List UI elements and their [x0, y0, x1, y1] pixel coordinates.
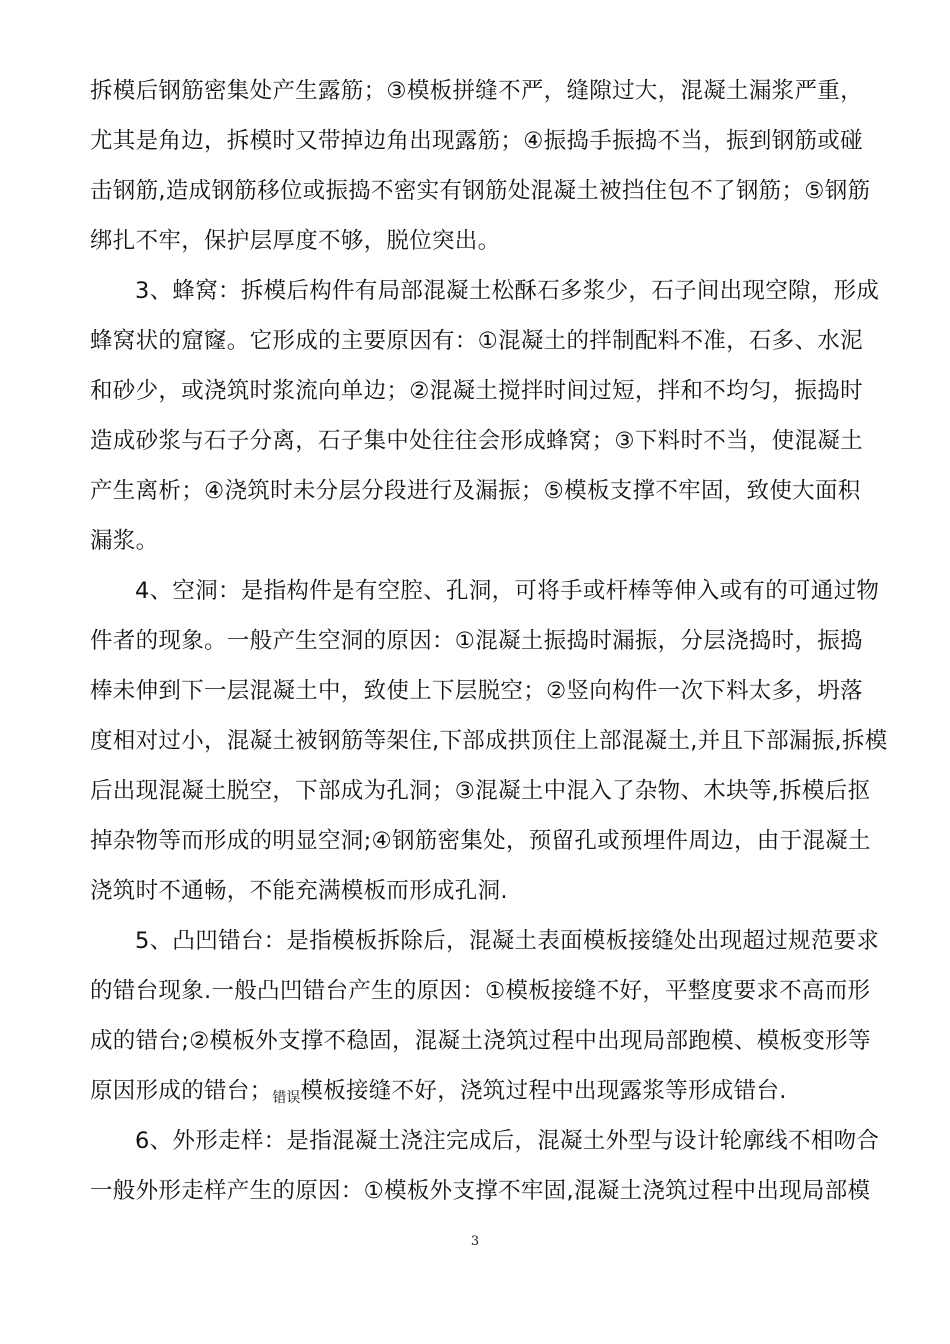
text-line: 拆模后钢筋密集处产生露筋；③模板拼缝不严，缝隙过大，混凝土漏浆严重，: [90, 78, 863, 104]
text-line: 度相对过小，混凝土被钢筋等架住,下部成拱顶住上部混凝土,并且下部漏振,拆模: [90, 728, 888, 754]
text-line: 5、凸凹错台：是指模板拆除后，混凝土表面模板接缝处出现超过规范要求: [135, 928, 880, 954]
paragraph-exposed-rebar: [90, 66, 870, 266]
text-line: 浇筑时不通畅，不能充满模板而形成孔洞.: [90, 878, 508, 904]
text-line: 尤其是角边，拆模时又带掉边角出现露筋；④振捣手振捣不当，振到钢筋或碰: [90, 128, 863, 154]
text-line: 3、蜂窝：拆模后构件有局部混凝土松酥石多浆少，石子间出现空隙，形成: [135, 278, 880, 304]
text-line: 产生离析；④浇筑时未分层分段进行及漏振；⑤模板支撑不牢固，致使大面积: [90, 478, 861, 504]
body-text: [90, 66, 888, 1216]
text-line: 一般外形走样产生的原因：①模板外支撑不牢固,混凝土浇筑过程中出现局部模: [90, 1178, 871, 1204]
paragraph-void: [90, 566, 888, 916]
text-segment: 模板接缝不好，浇筑过程中出现露浆等形成错台.: [300, 1078, 787, 1104]
page-number: 3: [470, 1234, 480, 1249]
text-line: 的错台现象.一般凸凹错台产生的原因：①模板接缝不好，平整度要求不高而形: [90, 978, 871, 1004]
error-mark: 错误: [272, 1090, 301, 1106]
text-line: 绑扎不牢，保护层厚度不够，脱位突出。: [90, 228, 501, 254]
text-line: 和砂少，或浇筑时浆流向单边；②混凝土搅拌时间过短，拌和不均匀，振捣时: [90, 378, 863, 404]
text-line: 蜂窝状的窟窿。它形成的主要原因有：①混凝土的拌制配料不准，石多、水泥: [90, 328, 863, 354]
text-line: 4、空洞：是指构件是有空腔、孔洞，可将手或杆棒等伸入或有的可通过物: [135, 578, 880, 604]
paragraph-misalignment: [90, 916, 880, 1116]
text-line: 造成砂浆与石子分离，石子集中处往往会形成蜂窝；③下料时不当，使混凝土: [90, 428, 863, 454]
text-segment: 原因形成的错台；: [90, 1078, 273, 1104]
text-line: 漏浆。: [90, 528, 159, 554]
text-line: 成的错台;②模板外支撑不稳固，混凝土浇筑过程中出现局部跑模、模板变形等: [90, 1028, 871, 1054]
text-line: 6、外形走样：是指混凝土浇注完成后，混凝土外型与设计轮廓线不相吻合: [135, 1128, 880, 1154]
text-line: [90, 1066, 870, 1116]
text-line: 棒未伸到下一层混凝土中，致使上下层脱空；②竖向构件一次下料太多，坍落: [90, 678, 863, 704]
text-line: 件者的现象。一般产生空洞的原因：①混凝土振捣时漏振，分层浇捣时，振捣: [90, 628, 863, 654]
paragraph-honeycomb: [90, 266, 880, 566]
paragraph-shape-deviation: [90, 1116, 880, 1216]
text-line: 掉杂物等而形成的明显空洞;④钢筋密集处，预留孔或预埋件周边，由于混凝土: [90, 828, 871, 854]
text-line: 击钢筋,造成钢筋移位或振捣不密实有钢筋处混凝土被挡住包不了钢筋；⑤钢筋: [90, 178, 871, 204]
text-line: 后出现混凝土脱空，下部成为孔洞；③混凝土中混入了杂物、木块等,拆模后抠: [90, 778, 871, 804]
